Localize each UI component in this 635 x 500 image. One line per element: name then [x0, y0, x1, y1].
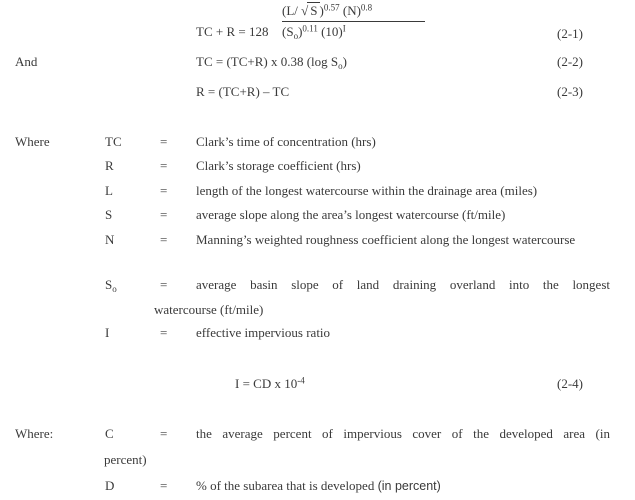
var-description: Clark’s time of concentration (hrs) — [196, 134, 376, 149]
eq1-lhs: TC + R = 128 — [196, 24, 269, 39]
eq1-den-mid: (10) — [317, 24, 343, 39]
equals-sign: = — [160, 207, 168, 222]
eq1-numerator — [282, 2, 372, 19]
d-description-serif: % of the subarea that is developed — [196, 478, 378, 493]
var-description: length of the longest watercourse within the drainage area (miles) — [196, 183, 538, 198]
eq1-num-exponent-2: 0.8 — [360, 2, 373, 13]
var-symbol: R — [105, 158, 114, 173]
sqrt-icon: √ — [301, 3, 309, 18]
so-description-continuation: watercourse (ft/mile) — [154, 302, 264, 317]
equals-sign: = — [160, 277, 168, 292]
eq4-line — [0, 375, 635, 392]
eq2-body — [196, 53, 347, 70]
equals-sign: = — [160, 426, 168, 441]
eq1-den-exponent-1: 0.11 — [302, 23, 318, 34]
d-description-sans: (in percent) — [377, 479, 441, 493]
eq1-number: (2-1) — [557, 26, 583, 41]
eq1-num-prefix: (L/ — [282, 3, 302, 18]
and-label: And — [15, 54, 38, 69]
equals-sign: = — [160, 183, 168, 198]
equals-sign: = — [160, 325, 168, 340]
eq4-exponent: -4 — [297, 375, 305, 386]
var-symbol: S — [105, 207, 113, 222]
var-symbol: C — [105, 426, 114, 441]
equals-sign: = — [160, 134, 168, 149]
eq1-fraction-bar — [282, 21, 425, 22]
where2-row-c — [15, 425, 611, 442]
where-row-l — [15, 182, 611, 199]
where-label: Where — [15, 134, 50, 149]
eq4-body — [235, 375, 305, 392]
eq1-den-close: ) — [298, 24, 303, 39]
eq1-num-mid: (N) — [339, 3, 361, 18]
c-description-continuation: percent) — [104, 452, 147, 467]
where-row-n — [15, 231, 611, 248]
var-description: average basin slope of land draining overland into the longest — [196, 277, 610, 292]
var-symbol: N — [105, 232, 115, 247]
eq1-den-exponent-2: I — [342, 23, 346, 34]
where-row-i — [15, 324, 611, 341]
eq1-main-line — [0, 23, 635, 40]
eq1-num-exponent-1: 0.57 — [323, 2, 340, 13]
var-description — [196, 477, 610, 495]
var-symbol: D — [105, 478, 115, 493]
where-row-so — [15, 276, 611, 293]
eq2-part2: ) — [342, 54, 347, 69]
where-row-s — [15, 206, 611, 223]
where2-row-d — [15, 477, 611, 495]
eq3-line — [0, 83, 635, 100]
where-row-tc — [15, 133, 611, 150]
var-description: average slope along the area’s longest watercourse (ft/mile) — [196, 207, 506, 222]
equals-sign: = — [160, 478, 168, 493]
eq1-denominator — [282, 23, 346, 40]
eq1-radicand: S — [307, 2, 319, 18]
eq2-number: (2-2) — [557, 54, 583, 69]
where-row-r — [15, 157, 611, 174]
equals-sign: = — [160, 232, 168, 247]
var-symbol: L — [105, 183, 113, 198]
var-symbol: I — [105, 325, 110, 340]
eq1-num-close: ) — [319, 3, 324, 18]
var-description: effective impervious ratio — [196, 325, 331, 340]
eq2-subscript: o — [338, 61, 343, 71]
var-description: Manning’s weighted roughness coefficient along the longest watercourse — [196, 232, 576, 247]
eq1-den-subscript: o — [293, 31, 299, 41]
eq3-number: (2-3) — [557, 84, 583, 99]
where2-label: Where: — [15, 426, 54, 441]
eq4-number: (2-4) — [557, 376, 583, 391]
eq2-part1: TC = (TC+R) x 0.38 (log S — [196, 54, 339, 69]
var-symbol: $S_o$ — [105, 277, 117, 294]
equals-sign: = — [160, 158, 168, 173]
var-symbol: TC — [105, 134, 122, 149]
eq2-line — [0, 53, 635, 70]
var-description: the average percent of impervious cover of the developed area (in — [196, 426, 610, 441]
var-subscript: o — [112, 284, 117, 294]
eq1-den-open: (S — [282, 24, 294, 39]
eq4-part1: I = CD x 10 — [235, 376, 298, 391]
var-description: Clark’s storage coefficient (hrs) — [196, 158, 361, 173]
eq3-body: R = (TC+R) – TC — [196, 84, 290, 99]
